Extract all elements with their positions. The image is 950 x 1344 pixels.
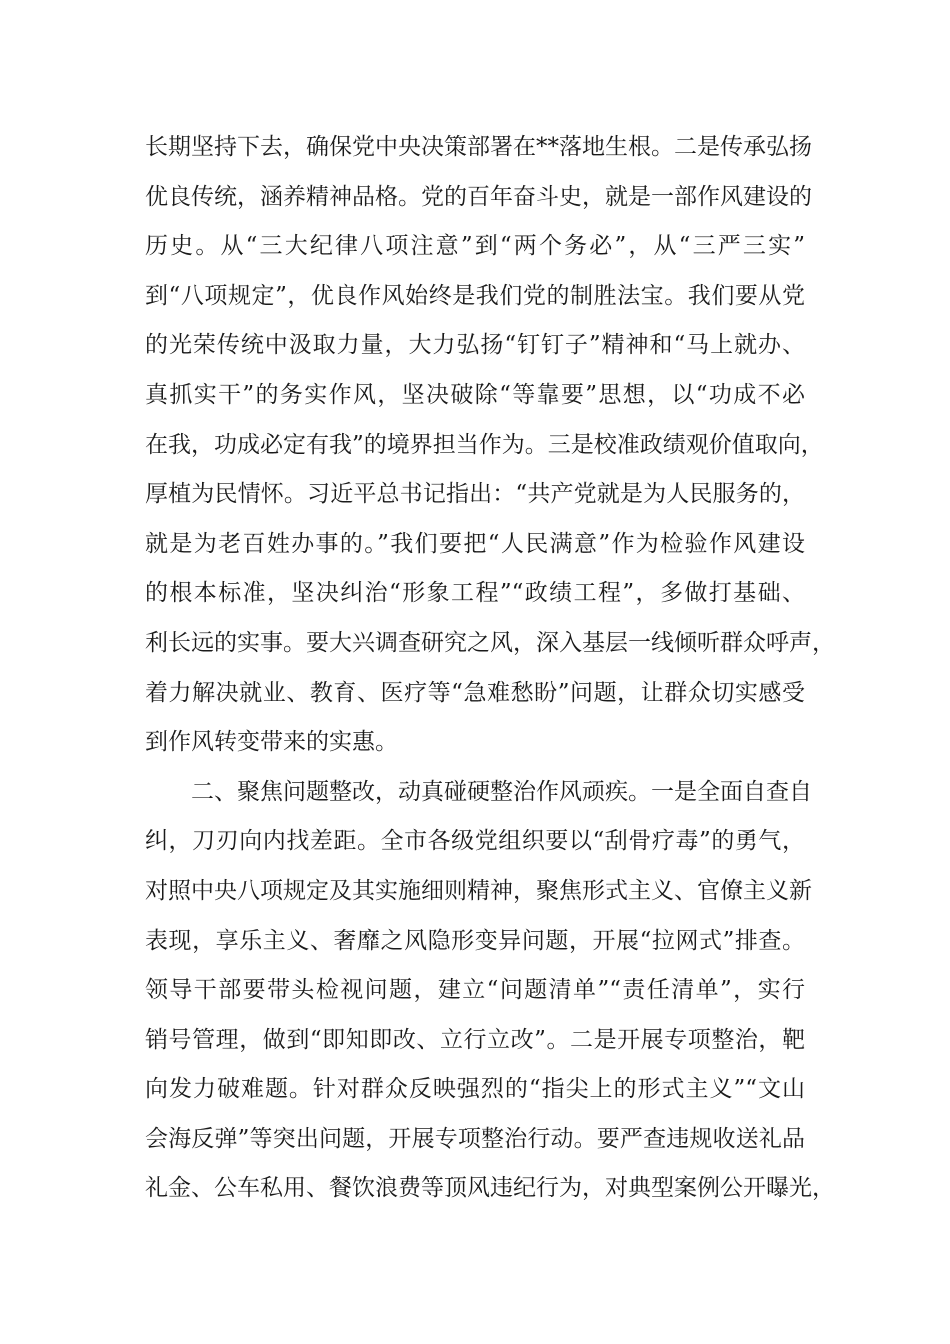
text-line: 到作风转变带来的实惠。 — [145, 729, 398, 756]
text-line: 会海反弹”等突出问题，开展专项整治行动。要严查违规收送礼品 — [145, 1125, 805, 1152]
text-line: 利长远的实事。要大兴调查研究之风，深入基层一线倾听群众呼声， — [145, 629, 835, 656]
paragraph-1 — [145, 123, 835, 768]
text-line: 着力解决就业、教育、医疗等“急难愁盼”问题，让群众切实感受 — [145, 679, 805, 706]
text-line: 在我，功成必定有我”的境界担当作为。三是校准政绩观价值取向， — [145, 431, 824, 458]
text-line: 表现，享乐主义、奢靡之风隐形变异问题，开展“拉网式”排查。 — [145, 927, 805, 954]
text-line: 销号管理，做到“即知即改、立行立改”。二是开展专项整治，靶 — [145, 1026, 805, 1053]
text-line: 向发力破难题。针对群众反映强烈的“指尖上的形式主义”“文山 — [145, 1076, 805, 1103]
text-line: 长期坚持下去，确保党中央决策部署在**落地生根。二是传承弘扬 — [145, 134, 812, 160]
text-line: 的根本标准，坚决纠治“形象工程”“政绩工程”，多做打基础、 — [145, 580, 805, 607]
text-line: 二、聚焦问题整改，动真碰硬整治作风顽疾。一是全面自查自 — [191, 778, 812, 805]
text-line: 就是为老百姓办事的。”我们要把“人民满意”作为检验作风建设 — [145, 530, 805, 557]
text-line: 历史。从“三大纪律八项注意”到“两个务必”，从“三严三实” — [145, 233, 805, 260]
text-line: 的光荣传统中汲取力量，大力弘扬“钉钉子”精神和“马上就办、 — [145, 332, 805, 359]
document-body — [145, 123, 835, 1214]
text-line: 纠，刀刃向内找差距。全市各级党组织要以“刮骨疗毒”的勇气， — [145, 828, 805, 855]
text-line: 到“八项规定”，优良作风始终是我们党的制胜法宝。我们要从党 — [145, 282, 805, 309]
text-line: 真抓实干”的务实作风，坚决破除“等靠要”思想，以“功成不必 — [145, 381, 805, 408]
text-line: 厚植为民情怀。习近平总书记指出：“共产党就是为人民服务的， — [145, 481, 805, 508]
text-line: 领导干部要带头检视问题，建立“问题清单”“责任清单”，实行 — [145, 977, 805, 1004]
paragraph-2 — [145, 768, 835, 1214]
text-line: 礼金、公车私用、餐饮浪费等顶风违纪行为，对典型案例公开曝光， — [145, 1175, 835, 1202]
text-line: 对照中央八项规定及其实施细则精神，聚焦形式主义、官僚主义新 — [145, 877, 812, 904]
text-line: 优良传统，涵养精神品格。党的百年奋斗史，就是一部作风建设的 — [145, 183, 812, 210]
